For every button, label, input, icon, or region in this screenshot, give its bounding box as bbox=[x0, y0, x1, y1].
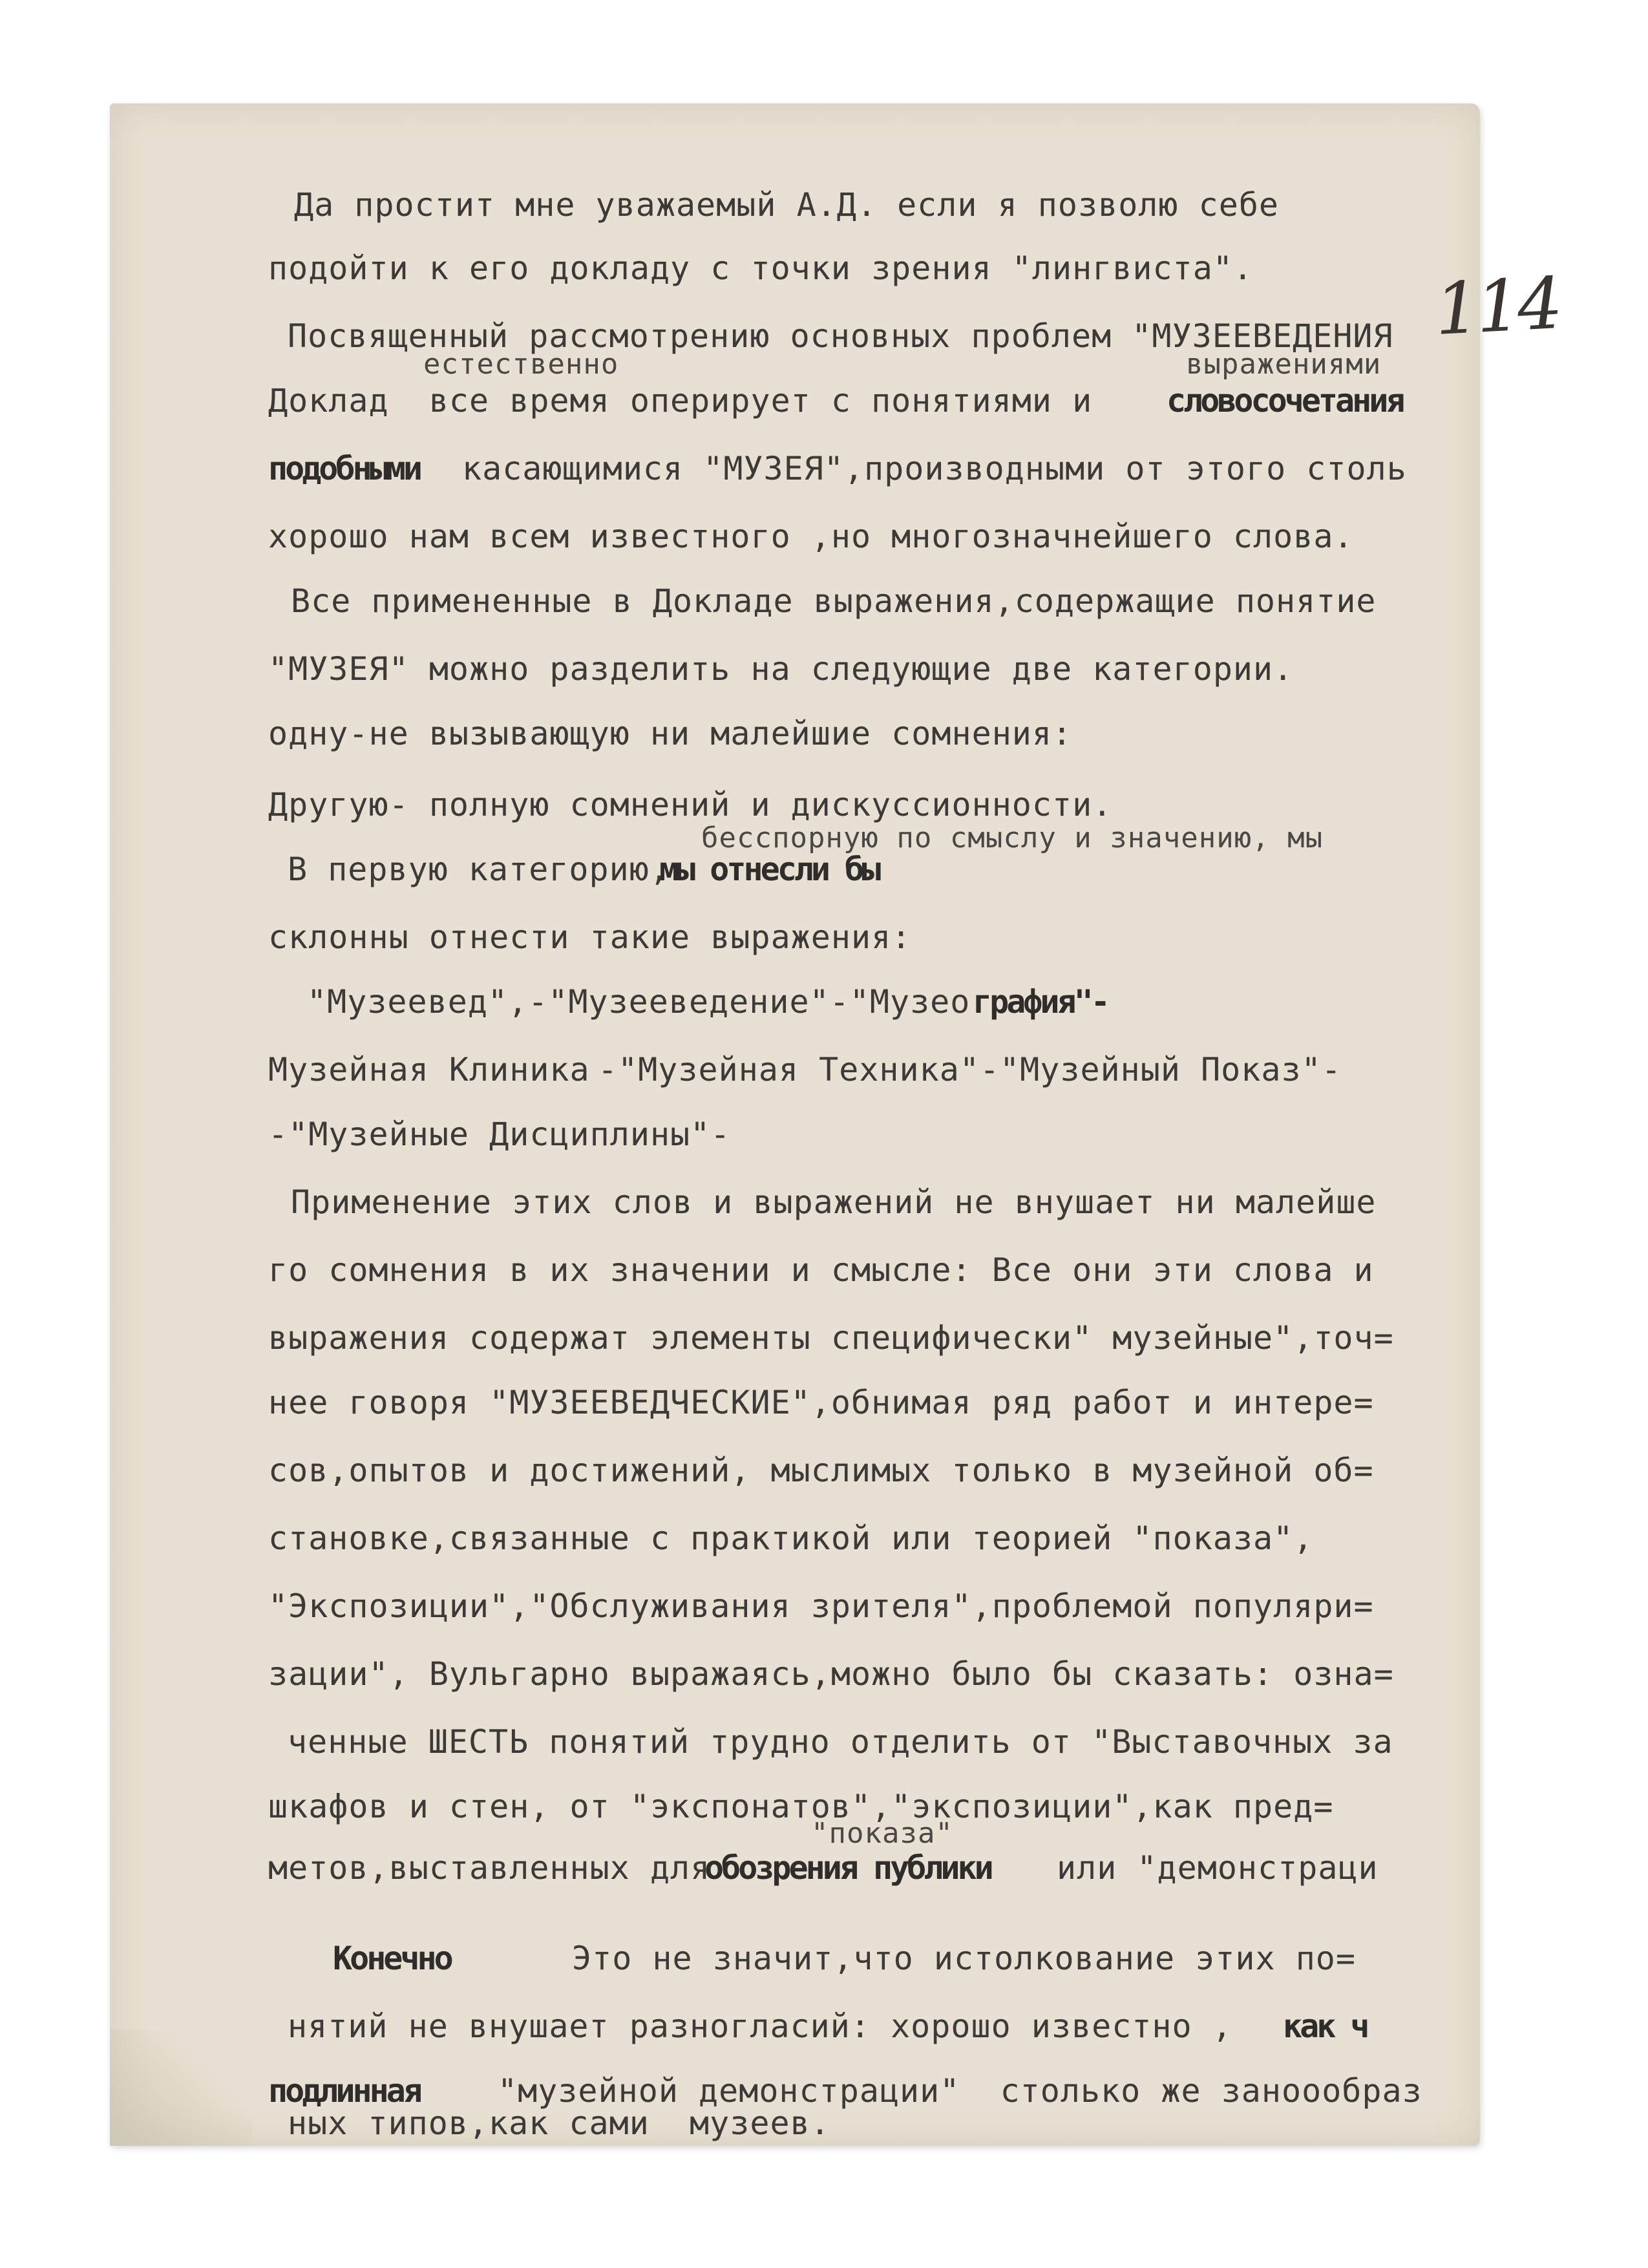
text-line: нятий не внушает разногласий: хорошо известно , bbox=[288, 2008, 1232, 2045]
text-line: одну-не вызывающую ни малейшие сомнения: bbox=[268, 715, 1073, 752]
text-line: или "демонстраци bbox=[1057, 1849, 1379, 1887]
text-line: зации", Вульгарно выражаясь,можно было бы сказать: озна= bbox=[268, 1655, 1394, 1693]
text-line: касающимися "МУЗЕЯ",производными от этого столь bbox=[462, 450, 1407, 487]
text-line: "музейной демонстрации" столько же заноообраз bbox=[498, 2072, 1422, 2110]
text-line: -"Музейные Дисциплины"- bbox=[268, 1116, 731, 1153]
text-line: Применение этих слов и выражений не внушает ни малейше bbox=[291, 1183, 1377, 1221]
text-line: выражения содержат элементы специфически" музейные",точ= bbox=[268, 1319, 1394, 1357]
text-line: Да простит мне уважаемый А.Д. если я позволю себе bbox=[294, 186, 1280, 224]
insertion: "показа" bbox=[811, 1817, 953, 1850]
struck-word: мы отнесли бы bbox=[659, 851, 879, 888]
text-line: Все примененные в Докладе выражения,содержащие понятие bbox=[291, 582, 1377, 620]
text-line: метов,выставленных для bbox=[268, 1849, 711, 1887]
text-line: "Экспозиции","Обслуживания зрителя",проблемой популяри= bbox=[268, 1587, 1374, 1625]
text-line: "Музеевед",-"Музееведение"-"Музео bbox=[307, 983, 971, 1021]
text-line: становке,связанные с практикой или теорией "показа", bbox=[268, 1520, 1314, 1557]
text-line: Другую- полную сомнений и дискуссионности. bbox=[268, 786, 1113, 823]
struck-word: словосочетания bbox=[1167, 382, 1403, 419]
text-line: Это не значит,что истолкование этих по= bbox=[572, 1940, 1356, 1977]
text-line: склонны отнести такие выражения: bbox=[268, 918, 912, 956]
text-line: ных типов,как сами музеев. bbox=[288, 2104, 830, 2142]
insertion: бесспорную по смыслу и значению, мы bbox=[701, 821, 1324, 854]
text-line: Посвященный рассмотрению основных проблем "МУЗЕЕВЕДЕНИЯ bbox=[288, 317, 1393, 355]
insertion: естественно bbox=[423, 348, 619, 381]
text-line: хорошо нам всем известного ,но многозначнейшего слова. bbox=[268, 518, 1354, 555]
typewritten-page bbox=[110, 103, 1561, 2146]
struck-word: обозрения публики bbox=[704, 1849, 991, 1887]
text-line: В первую категорию, bbox=[288, 851, 670, 888]
text-line: шкафов и стен, от "экспонатов","экспозиции",как пред= bbox=[268, 1788, 1334, 1825]
text-line: подойти к его докладу с точки зрения "лингвиста". bbox=[268, 249, 1254, 287]
text-line: сов,опытов и достижений, мыслимых только в музейной об= bbox=[268, 1452, 1374, 1489]
page-number: 114 bbox=[1432, 262, 1561, 351]
struck-word: подлинная bbox=[268, 2072, 420, 2110]
text-line: "МУЗЕЯ" можно разделить на следующие две категории. bbox=[268, 650, 1294, 688]
struck-word: подобными bbox=[268, 450, 420, 487]
text-line: -"Музейная Техника"-"Музейный Показ"- bbox=[598, 1051, 1342, 1088]
struck-word: Конечно bbox=[333, 1940, 451, 1977]
text-line: Доклад все время оперирует с понятиями и bbox=[268, 382, 1093, 419]
struck-word: графия"- bbox=[973, 983, 1108, 1021]
insertion: выражениями bbox=[1186, 348, 1382, 381]
text-line: Музейная Клиника bbox=[268, 1051, 590, 1088]
text-line: нее говоря "МУЗЕЕВЕДЧЕСКИЕ",обнимая ряд работ и интере= bbox=[268, 1384, 1374, 1421]
text-line: ченные ШЕСТЬ понятий трудно отделить от "Выставочных за bbox=[288, 1723, 1393, 1761]
text-line: го сомнения в их значении и смысле: Все они эти слова и bbox=[268, 1251, 1374, 1289]
struck-word: как ч bbox=[1283, 2008, 1368, 2045]
